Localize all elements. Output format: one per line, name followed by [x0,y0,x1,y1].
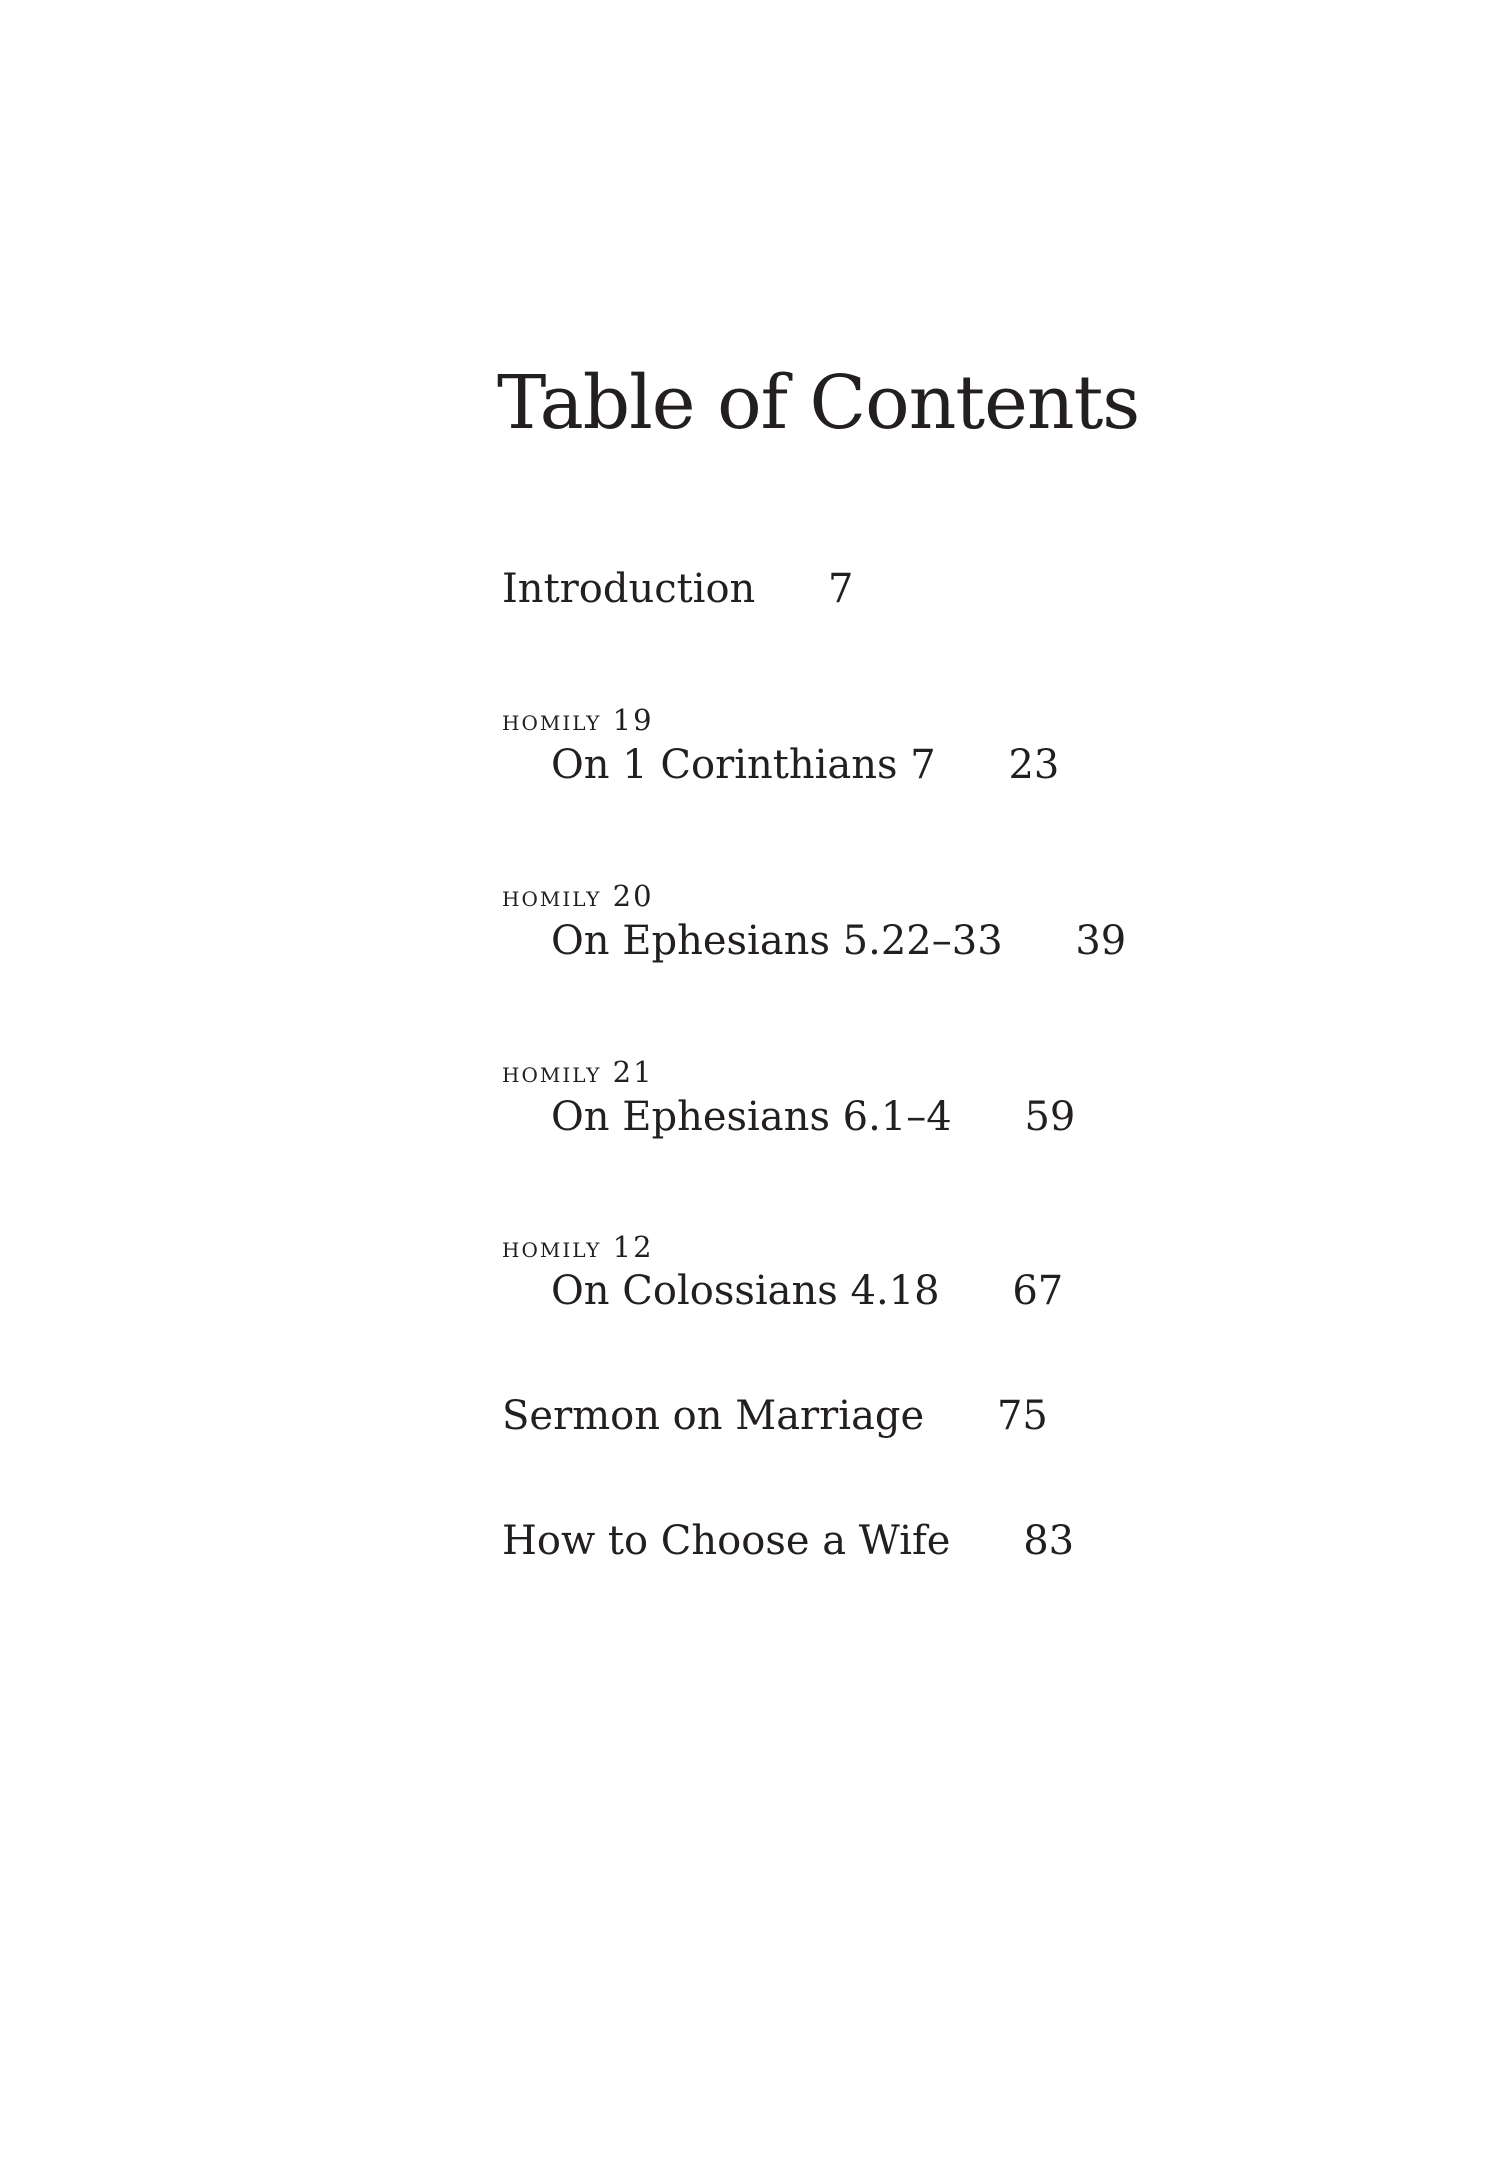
toc-entry-page: 59 [1024,1094,1076,1140]
toc-entry-introduction[interactable] [502,566,854,612]
toc-entry-how-to-choose-a-wife[interactable] [502,1518,1074,1564]
homily-label: homily 21 [502,1055,654,1089]
toc-entry-homily-20[interactable] [551,918,1126,964]
toc-entry-title: On Colossians 4.18 [551,1268,940,1314]
toc-entry-title: On Ephesians 5.22–33 [551,918,1003,964]
toc-entry-page: 39 [1075,918,1127,964]
toc-entry-homily-19[interactable] [551,742,1059,788]
homily-label: homily 19 [502,703,654,737]
toc-entry-sermon-on-marriage[interactable] [502,1393,1048,1439]
page-title: Table of Contents [497,360,1140,446]
toc-entry-title: Sermon on Marriage [502,1393,925,1439]
toc-entry-title: Introduction [502,566,756,612]
toc-entry-page: 75 [996,1393,1048,1439]
toc-entry-title: How to Choose a Wife [502,1518,951,1564]
toc-entry-page: 83 [1023,1518,1075,1564]
toc-entry-homily-12[interactable] [551,1268,1063,1314]
toc-entry-homily-21[interactable] [551,1094,1075,1140]
homily-label: homily 20 [502,879,654,913]
homily-label: homily 12 [502,1230,654,1264]
toc-entry-title: On Ephesians 6.1–4 [551,1094,952,1140]
toc-entry-page: 67 [1012,1268,1064,1314]
toc-entry-page: 7 [828,566,854,612]
toc-entry-title: On 1 Corinthians 7 [551,742,936,788]
toc-entry-page: 23 [1008,742,1060,788]
